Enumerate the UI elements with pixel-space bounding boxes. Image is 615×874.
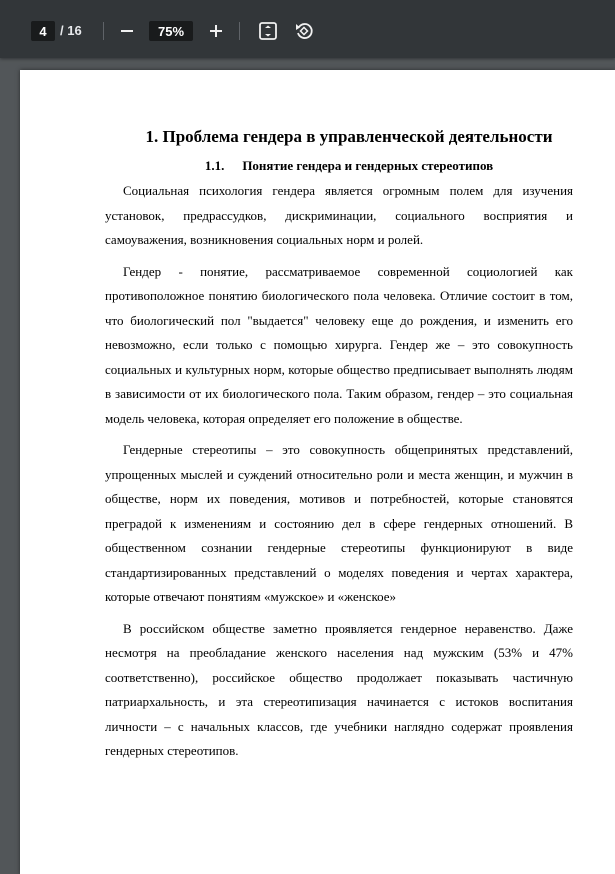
section-title: Понятие гендера и гендерных стереотипов — [242, 158, 494, 173]
document-page — [20, 70, 615, 874]
zoom-out-button[interactable] — [117, 21, 137, 41]
paragraph: Гендерные стереотипы – это совокупность общепринятых представлений, упрощенных мыслей и суждений относительно роли и места женщин, и мужчин в обществе, норм их поведения, мотивов и потребностей, которые становятся преградой к изменениям и состоянию дел в сфере гендерных отношений. В общественном сознании гендерные стереотипы функционируют в виде стандартизированных представлений о моделях поведения и чертах характера, которые отвечают понятиям «мужское» и «женское» — [105, 442, 573, 604]
page-number-input[interactable]: 4 — [31, 21, 55, 41]
page-heading: 1. Проблема гендера в управленческой деятельности — [145, 127, 553, 146]
rotate-icon — [293, 20, 315, 42]
paragraph: Гендер - понятие, рассматриваемое современной социологией как противоположное понятию биологического пола человека. Отличие состоит в том, что биологический пол "выдается" человеку еще до рождения, и изменить его невозможно, если только с помощью хирурга. Гендер же – это совокупность социальных и культурных норм, которые общество предписывает выполнять людям в зависимости от их биологического пола. Таким образом, гендер – это социальная модель человека, которая определяет его положение в обществе. — [105, 263, 573, 426]
page-total: / 16 — [60, 23, 82, 38]
fit-to-page-button[interactable] — [257, 20, 279, 42]
rotate-button[interactable] — [293, 20, 315, 42]
section-number: 1.1. — [204, 158, 225, 173]
page-content — [105, 125, 573, 771]
zoom-in-button[interactable] — [206, 21, 226, 41]
toolbar-divider — [103, 22, 104, 40]
zoom-level-input[interactable]: 75% — [149, 21, 193, 41]
fit-to-page-icon — [257, 20, 279, 42]
paragraph: В российском обществе заметно проявляется гендерное неравенство. Даже несмотря на преобладание женского населения над мужским (53% и 47% соответственно), российское общество продолжает показывать частичную патриархальность, и эта стереотипизация начинается с истоков воспитания личности – с начальных классов, где учебники наглядно содержат проявления гендерных стереотипов. — [105, 620, 573, 758]
minus-icon — [117, 21, 137, 41]
toolbar-divider — [239, 22, 240, 40]
section-heading — [105, 157, 573, 175]
pdf-toolbar — [0, 0, 615, 58]
plus-icon — [206, 21, 226, 41]
paragraph: Социальная психология гендера является огромным полем для изучения установок, предрассудков, дискриминации, социального восприятия и самоуважения, возникновения социальных норм и ролей. — [105, 183, 573, 247]
